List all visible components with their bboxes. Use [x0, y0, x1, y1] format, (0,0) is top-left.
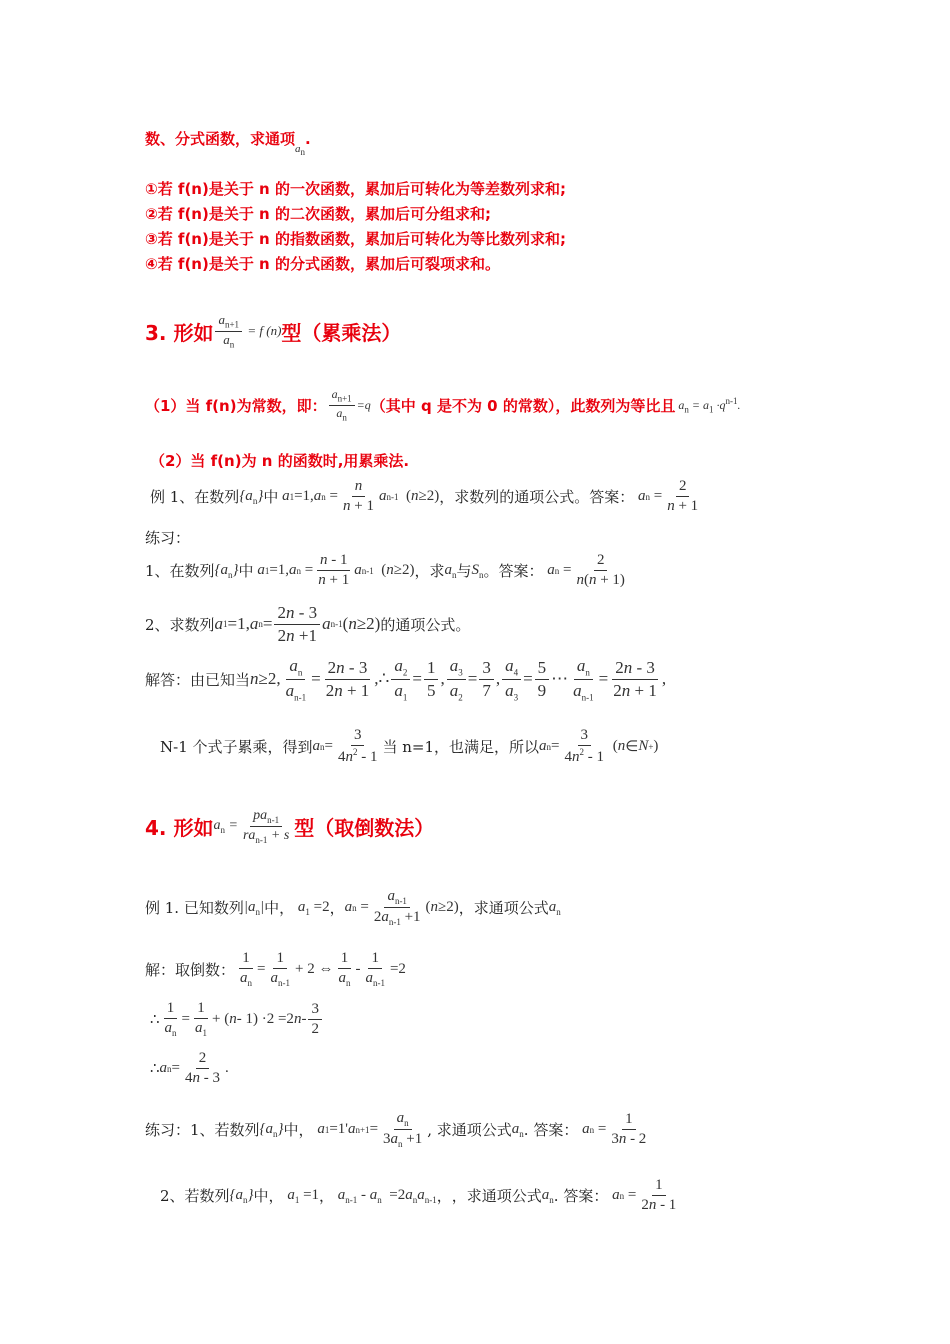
practice-2-pre: 2、求数列	[145, 615, 215, 634]
solution-pre: 解答：由已知当	[145, 670, 251, 689]
sec4-practice-1-mid: 中，	[283, 1121, 314, 1140]
sec4-practice-1-answer-label: . 答案：	[523, 1121, 579, 1140]
example-1-pre: 例 1、在数列	[150, 488, 240, 507]
sec4-practice-1-line: 练习：1、若数列 $\{a_n\}$ 中， a 1 =1' a n+1 = $\frac{a_n}{3a_n +1}$ , 求通项公式 $a_n$ . 答案： a n = $\frac{1}{3n - 2}$	[145, 1110, 647, 1150]
solution-line-2: N-1 个式子累乘，得到 a n = $\frac{3}{4n^2 - 1}$ 当 n=1，也满足，所以 a n = $\frac{3}{4n^2 - 1}$ ( n ∈ N + )	[160, 727, 659, 766]
case-1-pre: （1）当 f(n)为常数，即：	[145, 396, 327, 415]
case-1-formula: $\frac{a_{n+1}}{a_n}$ =q	[327, 388, 371, 422]
sec4-practice-1-pre: 练习：1、若数列	[145, 1121, 260, 1140]
sec4-solution-line-2: ∴ $\frac{1}{a_n}$ = $\frac{1}{a_1}$ + ( n - 1) ·2 =2 n - $\frac{3}{2}$	[150, 1000, 324, 1039]
rule-item-3: ③若 f(n)是关于 n 的指数函数，累加后可转化为等比数列求和;	[145, 230, 566, 248]
section-4-heading-pre: 4. 形如	[145, 816, 214, 841]
section-3-heading-pre: 3. 形如	[145, 320, 214, 345]
sec4-solution-line-3: ∴ a n = $\frac{2}{4n - 3}$ .	[150, 1050, 229, 1087]
solution-2-mid: 当 n=1，也满足，所以	[382, 738, 540, 757]
example-1-line: 例 1、在数列 $\{a_n\}$ 中 a 1 =1, a n = $\frac{n}{n + 1}$ a n-1 ( n ≥2) ，求数列的通项公式。答案： a n = $\frac{2}{n + 1}$	[150, 478, 699, 515]
practice-1-mid: 中	[238, 562, 254, 581]
practice-2-post: 的通项公式。	[380, 615, 471, 634]
case-1-mid: （其中 q 是不为 0 的常数），此数列为等比且	[370, 396, 676, 415]
sec4-solution-pre: 解：取倒数：	[145, 960, 236, 979]
case-1-line	[145, 388, 740, 422]
rule-item-1: ①若 f(n)是关于 n 的一次函数，累加后可转化为等差数列求和;	[145, 180, 566, 198]
example-1-mid: 中	[263, 488, 279, 507]
sec4-practice-2-pre: 2、若数列	[160, 1187, 230, 1206]
section-4-heading-post: 型（取倒数法）	[294, 816, 435, 841]
sec4-practice-1-post: , 求通项公式	[427, 1121, 512, 1140]
section-3-heading	[145, 313, 401, 350]
solution-line-1: 解答：由已知当 n ≥2, $\frac{a_n}{a_{n-1}}$ = $\frac{2n - 3}{2n + 1}$ ,∴ $\frac{a_2}{a_1}$ = $\frac{1}{5}$ , $\frac{a_3}{a_2}$ = $\frac{3}{7}$ , $\frac{a_4}{a_3}$ = $\frac{5}{9}$ ⋯ $\frac{a_n}{a_{n-1}}$ = $\frac{2n - 3}{2n + 1}$ ,	[145, 656, 667, 703]
practice-1-pre: 1、在数列	[145, 562, 215, 581]
practice-2-line: 2、求数列 a 1 =1, a n = $\frac{2n - 3}{2n +1}$ a n-1 ( n ≥2) 的通项公式。	[145, 603, 471, 645]
case-1-formula-2: $a_n = a_1 \cdot q^{n-1}$.	[675, 396, 741, 415]
practice-1-post: ，求	[414, 562, 445, 581]
section-4-heading	[145, 808, 434, 845]
sec4-practice-2-mid: 中，	[253, 1187, 284, 1206]
continued-line: 数、分式函数，求通项$_{a_n}$.	[145, 130, 311, 158]
case-2-line: （2）当 f(n)为 n 的函数时,用累乘法.	[150, 452, 410, 470]
sec4-practice-2-line: 2、若数列 $\{a_n\}$ 中， $a_1 =1$ ， $a_{n-1} - a_n =2a_na_{n-1}$ ， ，求通项公式 $a_n$ . 答案： a n = $\frac{1}{2n - 1}$	[160, 1177, 677, 1214]
section-3-heading-post: 型（累乘法）	[281, 320, 402, 345]
example-1-post: ，求数列的通项公式。答案：	[439, 488, 635, 507]
practice-1-and: 与	[456, 562, 472, 581]
practice-1-line: 1、在数列 $\{a_n\}$ 中 a 1 =1, a n = $\frac{n - 1}{n + 1}$ a n-1 ( n ≥2) ，求 $a_n$ 与 $S_n$ 。答案： a n = $\frac{2}{n(n + 1)}$	[145, 552, 625, 589]
section-3-formula: $\frac{a_{n+1}}{a_n}$ = f (n)	[213, 313, 281, 350]
rule-item-4: ④若 f(n)是关于 n 的分式函数，累加后可裂项求和。	[145, 255, 500, 273]
sec4-practice-2-post: ，求通项公式	[451, 1187, 542, 1206]
solution-2-pre: N-1 个式子累乘，得到	[160, 738, 313, 757]
sec4-example-mid: 中，	[264, 899, 295, 918]
sec4-example-post: ，求通项公式	[458, 899, 549, 918]
sec4-solution-line-1: 解：取倒数： $\frac{1}{a_n}$ = $\frac{1}{a_{n-1}}$ + 2 ⇔ $\frac{1}{a_n}$ - $\frac{1}{a_{n-1}}$ =2	[145, 950, 406, 989]
sec4-practice-2-answer-label: . 答案：	[553, 1187, 609, 1206]
practice-label: 练习：	[145, 529, 191, 547]
sec4-example-1-line: 例 1. 已知数列 $|a_n|$ 中， $a_1 =2$ ， a n = $\frac{a_{n-1}}{2a_{n-1} +1}$ ( n ≥2) ，求通项公式 $a_n$	[145, 888, 561, 928]
sec4-example-pre: 例 1. 已知数列	[145, 899, 244, 918]
section-4-formula: $a_n$ = $\frac{pa_{n-1}}{ra_{n-1} + s}$	[213, 808, 290, 845]
continued-text: 数、分式函数，求通项	[145, 130, 296, 148]
practice-1-answer-label: 。答案：	[483, 562, 544, 581]
rule-item-2: ②若 f(n)是关于 n 的二次函数，累加后可分组求和;	[145, 205, 491, 223]
